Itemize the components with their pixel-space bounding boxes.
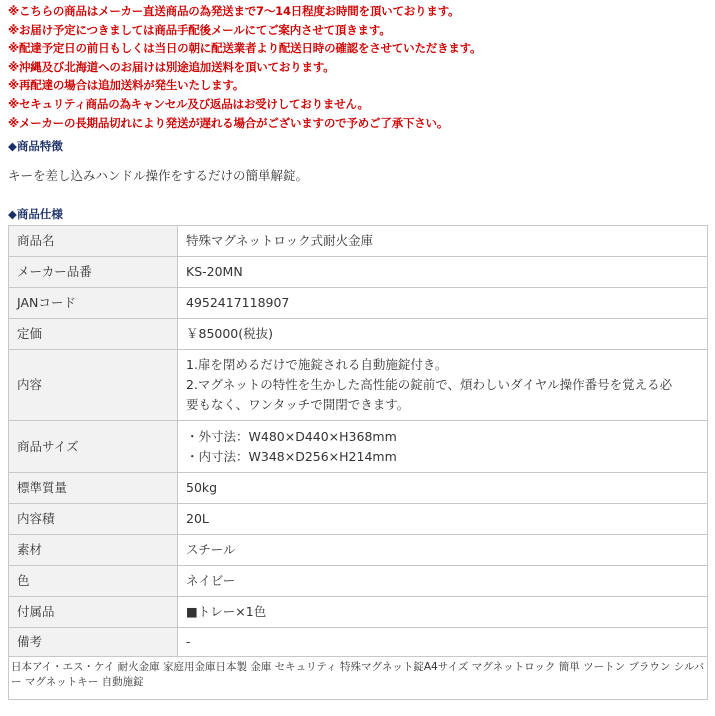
table-row <box>9 350 708 421</box>
row-label: 備考 <box>9 628 178 657</box>
notice-list <box>8 2 708 132</box>
table-row <box>9 226 708 257</box>
row-value: ■トレー×1色 <box>178 597 708 628</box>
table-row <box>9 473 708 504</box>
spec-table <box>8 225 708 700</box>
tag-keywords: 日本アイ・エス・ケイ 耐火金庫 家庭用金庫日本製 金庫 セキュリティ 特殊マグネット錠A4サイズ マグネットロック 簡単 ツートン ブラウン シルバー マグネットキー 自動施錠 <box>9 657 708 700</box>
row-label: 色 <box>9 566 178 597</box>
notice-line: ※沖縄及び北海道へのお届けは別途追加送料を頂いております。 <box>8 59 335 74</box>
row-value <box>178 350 708 421</box>
feature-heading: ◆商品特徴 <box>8 139 63 153</box>
row-label: 商品サイズ <box>9 421 178 473</box>
notice-line: ※メーカーの長期品切れにより発送が遅れる場合がございますので予めご了承下さい。 <box>8 115 449 130</box>
row-label: メーカー品番 <box>9 257 178 288</box>
row-label: JANコード <box>9 288 178 319</box>
table-row <box>9 628 708 657</box>
feature-text: キーを差し込みハンドル操作をするだけの簡単解錠。 <box>8 168 309 183</box>
table-row <box>9 657 708 700</box>
notice-line: ※お届け予定につきましては商品手配後メールにてご案内させて頂きます。 <box>8 22 391 37</box>
table-row <box>9 597 708 628</box>
row-label: 素材 <box>9 535 178 566</box>
table-row <box>9 535 708 566</box>
row-value: ネイビー <box>178 566 708 597</box>
row-value: 4952417118907 <box>178 288 708 319</box>
row-label: 定価 <box>9 319 178 350</box>
size-line: ・内寸法：W348×D256×H214mm <box>186 448 397 464</box>
table-row <box>9 421 708 473</box>
row-label: 商品名 <box>9 226 178 257</box>
row-label: 内容積 <box>9 504 178 535</box>
row-value: ￥85000(税抜) <box>178 319 708 350</box>
table-row <box>9 504 708 535</box>
content-line: 2.マグネットの特性を生かした高性能の錠前で、煩わしいダイヤル操作番号を覚える必 <box>186 377 673 392</box>
content-line: 1.扉を閉めるだけで施錠される自動施錠付き。 <box>186 357 448 372</box>
table-row <box>9 319 708 350</box>
row-value: 20L <box>178 504 708 535</box>
row-label: 付属品 <box>9 597 178 628</box>
table-row <box>9 257 708 288</box>
notice-line: ※こちらの商品はメーカー直送商品の為発送まで7～14日程度お時間を頂いております。 <box>8 4 460 18</box>
table-row <box>9 288 708 319</box>
row-value: スチール <box>178 535 708 566</box>
row-value <box>178 421 708 473</box>
row-label: 内容 <box>9 350 178 421</box>
table-row <box>9 566 708 597</box>
spec-heading: ◆商品仕様 <box>8 207 63 221</box>
row-value: - <box>178 628 708 657</box>
content-line: 要もなく、ワンタッチで開閉できます。 <box>186 397 410 412</box>
row-value: 50kg <box>178 473 708 504</box>
notice-line: ※配達予定日の前日もしくは当日の朝に配送業者より配送日時の確認をさせていただきます。 <box>8 41 482 56</box>
notice-line: ※再配達の場合は追加送料が発生いたします。 <box>8 78 245 93</box>
row-value: 特殊マグネットロック式耐火金庫 <box>178 226 708 257</box>
row-value: KS-20MN <box>178 257 708 288</box>
notice-line: ※セキュリティ商品の為キャンセル及び返品はお受けしておりません。 <box>8 96 369 111</box>
size-line: ・外寸法：W480×D440×H368mm <box>186 428 397 444</box>
row-label: 標準質量 <box>9 473 178 504</box>
